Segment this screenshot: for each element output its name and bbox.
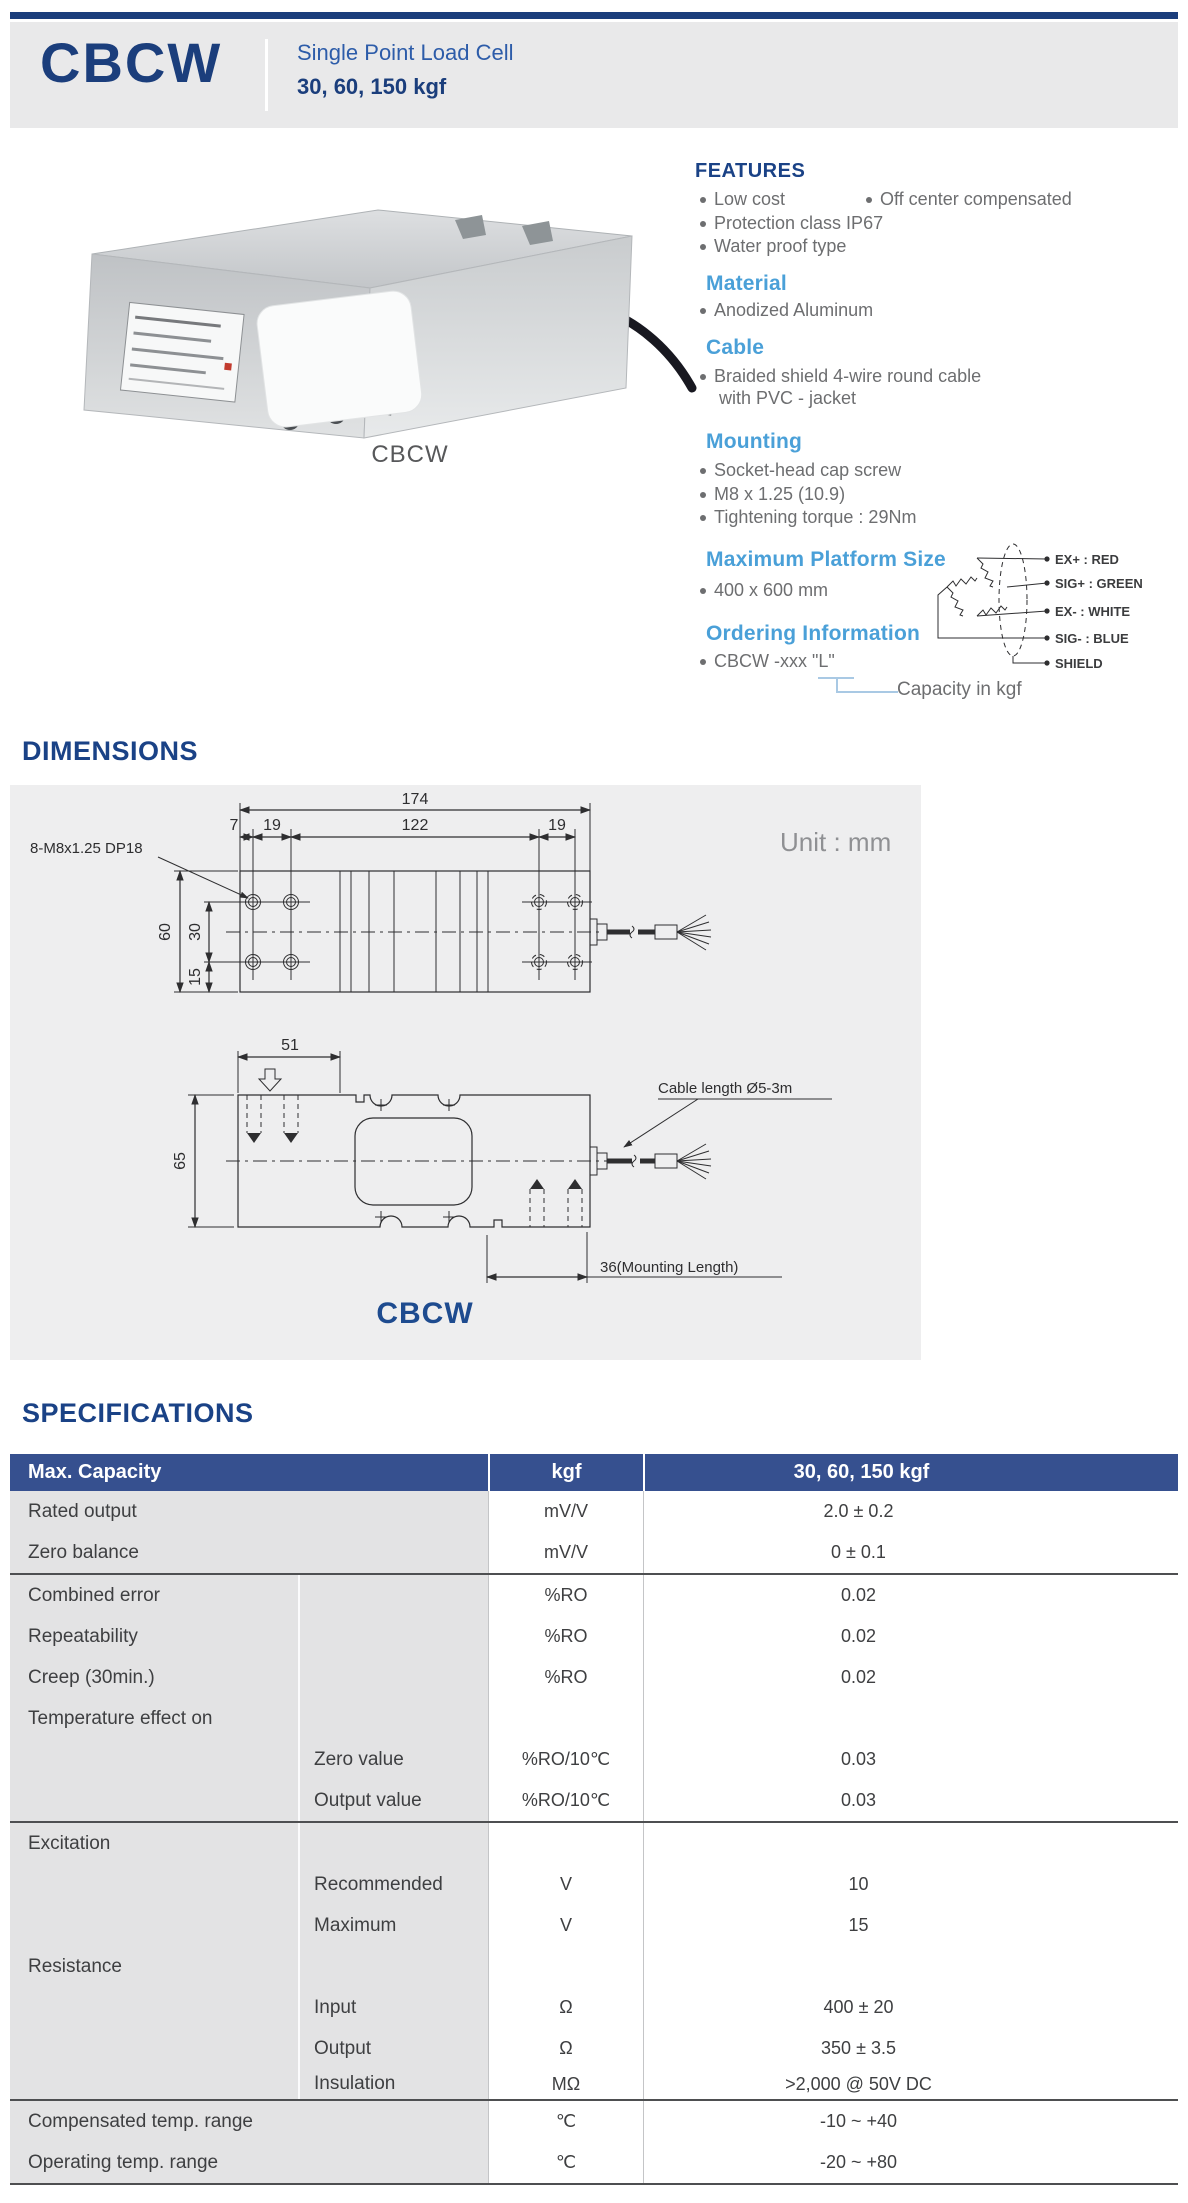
dim-51: 51 (281, 1037, 299, 1054)
spec-value: 400 ± 20 (643, 1987, 1178, 2028)
feature-item: Off center compensated (880, 189, 1072, 209)
ordering-item: CBCW -xxx "L" (714, 651, 835, 671)
spec-value: -10 ~ +40 (643, 2101, 1178, 2142)
dim-60: 60 (157, 923, 174, 941)
spec-sublabel (298, 1657, 488, 1698)
spec-header-unit: kgf (488, 1454, 643, 1491)
spec-unit (488, 1698, 643, 1739)
spec-label: Operating temp. range (10, 2142, 488, 2183)
dim-19b: 19 (548, 817, 566, 834)
dim-15: 15 (187, 968, 204, 986)
spec-unit: %RO (488, 1575, 643, 1616)
spec-row (10, 1739, 1178, 1780)
dim-7: 7 (229, 817, 239, 834)
spec-row (10, 2099, 1178, 2142)
spec-row (10, 1657, 1178, 1698)
mounting-item: Tightening torque : 29Nm (714, 507, 917, 527)
spec-value: 0.02 (643, 1575, 1178, 1616)
spec-label (10, 2028, 298, 2069)
spec-sublabel: Maximum (298, 1905, 488, 1946)
spec-label (10, 1864, 298, 1905)
spec-value: 10 (643, 1864, 1178, 1905)
dim-174: 174 (401, 791, 429, 808)
spec-unit (488, 1823, 643, 1864)
feature-item: Water proof type (714, 236, 847, 256)
ordering-title: Ordering Information (706, 622, 920, 645)
load-button (255, 289, 424, 429)
spec-row (10, 1616, 1178, 1657)
spec-unit: %RO/10℃ (488, 1739, 643, 1780)
material-title: Material (706, 272, 787, 295)
spec-row (10, 1987, 1178, 2028)
spec-value: >2,000 @ 50V DC (643, 2069, 1178, 2099)
product-code: CBCW (40, 31, 223, 94)
spec-unit: MΩ (488, 2069, 643, 2099)
spec-unit: V (488, 1905, 643, 1946)
dimension-drawings (10, 785, 921, 1360)
spec-unit: Ω (488, 2028, 643, 2069)
spec-label: Creep (30min.) (10, 1657, 298, 1698)
spec-value: 350 ± 3.5 (643, 2028, 1178, 2069)
spec-row (10, 2142, 1178, 2183)
wire-label-shield: SHIELD (1055, 656, 1103, 671)
mounting-item: Socket-head cap screw (714, 460, 902, 480)
spec-row (10, 1905, 1178, 1946)
spec-unit: %RO (488, 1657, 643, 1698)
material-item: Anodized Aluminum (714, 300, 874, 320)
spec-sublabel (298, 1698, 488, 1739)
spec-table (10, 1454, 1178, 2185)
spec-table-body (10, 1491, 1178, 2183)
spec-sublabel: Zero value (298, 1739, 488, 1780)
spec-label: Compensated temp. range (10, 2101, 488, 2142)
spec-label: Repeatability (10, 1616, 298, 1657)
spec-row (10, 1864, 1178, 1905)
spec-unit: V (488, 1864, 643, 1905)
spec-label: Rated output (10, 1491, 488, 1532)
spec-unit (488, 1946, 643, 1987)
spec-unit: ℃ (488, 2101, 643, 2142)
spec-sublabel (298, 1575, 488, 1616)
wire-label-ex-minus: EX- : WHITE (1055, 604, 1131, 619)
wire-label-sig-minus: SIG- : BLUE (1055, 631, 1129, 646)
cable-note: Cable length Ø5-3m (658, 1080, 793, 1097)
spec-row (10, 1698, 1178, 1739)
spec-row (10, 1573, 1178, 1616)
mounting-title: Mounting (706, 430, 803, 453)
spec-unit: Ω (488, 1987, 643, 2028)
spec-value: 0.02 (643, 1616, 1178, 1657)
spec-value (643, 1946, 1178, 1987)
spec-label (10, 1987, 298, 2028)
spec-value (643, 1698, 1178, 1739)
spec-sublabel: Output value (298, 1780, 488, 1821)
mounting-item: M8 x 1.25 (10.9) (714, 484, 846, 504)
spec-row (10, 2069, 1178, 2099)
spec-label: Temperature effect on (10, 1698, 298, 1739)
spec-unit: mV/V (488, 1491, 643, 1532)
features-title: FEATURES (695, 160, 806, 182)
spec-header-value: 30, 60, 150 kgf (643, 1454, 1178, 1491)
product-capacity: 30, 60, 150 kgf (297, 74, 447, 99)
spec-sublabel: Insulation (298, 2069, 488, 2099)
spec-sublabel: Recommended (298, 1864, 488, 1905)
wire-label-sig-plus: SIG+ : GREEN (1055, 576, 1143, 591)
spec-row (10, 1491, 1178, 1532)
dimensions-title: DIMENSIONS (22, 736, 199, 766)
dim-19a: 19 (263, 817, 281, 834)
feature-item: Low cost (714, 189, 786, 209)
wiring-diagram (935, 535, 1185, 685)
ordering-note: Capacity in kgf (897, 679, 1022, 700)
header-divider (265, 39, 268, 111)
spec-label: Excitation (10, 1823, 298, 1864)
spec-value (643, 1823, 1178, 1864)
spec-sublabel: Input (298, 1987, 488, 2028)
dim-30: 30 (187, 923, 204, 941)
spec-unit: %RO (488, 1616, 643, 1657)
spec-sublabel: Output (298, 2028, 488, 2069)
spec-header-capacity: Max. Capacity (28, 1461, 162, 1483)
wire-label-ex-plus: EX+ : RED (1055, 552, 1119, 567)
platform-title: Maximum Platform Size (706, 548, 946, 571)
spec-row (10, 2028, 1178, 2069)
spec-value: -20 ~ +80 (643, 2142, 1178, 2183)
photo-caption: CBCW (371, 441, 449, 468)
spec-unit: ℃ (488, 2142, 643, 2183)
feature-item: Protection class IP67 (714, 213, 884, 233)
product-photo (40, 190, 700, 450)
spec-label (10, 2069, 298, 2099)
spec-value: 0 ± 0.1 (643, 1532, 1178, 1573)
unit-note: Unit : mm (780, 827, 892, 857)
spec-label (10, 1905, 298, 1946)
dim-122: 122 (401, 817, 429, 834)
platform-item: 400 x 600 mm (714, 580, 829, 600)
spec-row (10, 1821, 1178, 1864)
drawing-caption: CBCW (376, 1297, 474, 1330)
spec-label: Combined error (10, 1575, 298, 1616)
spec-unit: %RO/10℃ (488, 1780, 643, 1821)
spec-row (10, 1532, 1178, 1573)
spec-value: 15 (643, 1905, 1178, 1946)
ordering-callout-line (810, 670, 910, 700)
dim-65: 65 (172, 1152, 189, 1170)
mounting-length-note: 36(Mounting Length) (600, 1259, 739, 1276)
spec-sublabel (298, 1823, 488, 1864)
spec-value: 0.03 (643, 1739, 1178, 1780)
spec-row (10, 1946, 1178, 1987)
spec-unit: mV/V (488, 1532, 643, 1573)
spec-sublabel (298, 1946, 488, 1987)
cable-item: Braided shield 4-wire round cable (714, 366, 982, 386)
thread-label: 8-M8x1.25 DP18 (30, 840, 143, 857)
spec-label: Resistance (10, 1946, 298, 1987)
spec-value: 0.03 (643, 1780, 1178, 1821)
spec-sublabel (298, 1616, 488, 1657)
specifications-title: SPECIFICATIONS (22, 1398, 254, 1428)
top-accent-bar (10, 12, 1178, 19)
spec-row (10, 1780, 1178, 1821)
spec-label (10, 1739, 298, 1780)
product-label (120, 302, 244, 402)
cable-title: Cable (706, 336, 765, 359)
spec-table-header (10, 1454, 1178, 1491)
cable-item-cont: with PVC - jacket (719, 388, 857, 408)
product-subtitle: Single Point Load Cell (297, 40, 514, 65)
spec-label (10, 1780, 298, 1821)
spec-value: 0.02 (643, 1657, 1178, 1698)
spec-label: Zero balance (10, 1532, 488, 1573)
load-direction-arrow (259, 1069, 281, 1091)
spec-value: 2.0 ± 0.2 (643, 1491, 1178, 1532)
